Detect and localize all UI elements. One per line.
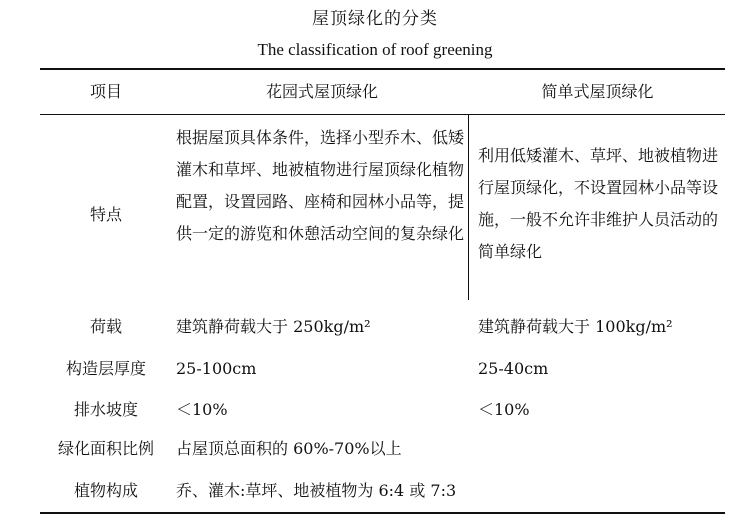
header-garden-roof: 花园式屋顶绿化: [265, 82, 378, 101]
table-title-english: The classification of roof greening: [257, 40, 493, 59]
simple-thickness: 25-40cm: [478, 359, 549, 378]
column-divider: [468, 114, 469, 300]
garden-plant-composition: 乔、灌木:草坪、地被植物为 6:4 或 7:3: [176, 481, 457, 500]
garden-drainage-slope: ＜10%: [176, 400, 228, 419]
table-title-chinese: 屋顶绿化的分类: [312, 9, 438, 29]
simple-features-text: 利用低矮灌木、草坪、地被植物进行屋顶绿化，不设置园林小品等设施，一般不允许非维护人员活动的简单绿化: [478, 146, 719, 261]
row-label-green-area-ratio: 绿化面积比例: [57, 439, 154, 458]
row-label-drainage-slope: 排水坡度: [73, 400, 138, 419]
table-bottom-rule: [40, 512, 725, 514]
row-label-features: 特点: [89, 205, 122, 224]
table-top-rule: [40, 68, 725, 70]
simple-drainage-slope: ＜10%: [478, 400, 530, 419]
header-simple-roof: 简单式屋顶绿化: [541, 82, 654, 101]
table-header-rule: [40, 114, 725, 115]
garden-thickness: 25-100cm: [176, 359, 257, 378]
row-label-plant-composition: 植物构成: [73, 481, 138, 500]
garden-load: 建筑静荷载大于 250kg/m²: [176, 317, 371, 336]
garden-features-text: 根据屋顶具体条件，选择小型乔木、低矮灌木和草坪、地被植物进行屋顶绿化植物配置，设置园路、座椅和园林小品等，提供一定的游览和休憩活动空间的复杂绿化: [176, 128, 465, 243]
row-label-thickness: 构造层厚度: [65, 359, 146, 378]
garden-green-area-ratio: 占屋顶总面积的 60%-70%以上: [176, 439, 402, 458]
row-label-load: 荷载: [89, 317, 122, 336]
simple-load: 建筑静荷载大于 100kg/m²: [478, 317, 673, 336]
header-item: 项目: [89, 82, 122, 101]
